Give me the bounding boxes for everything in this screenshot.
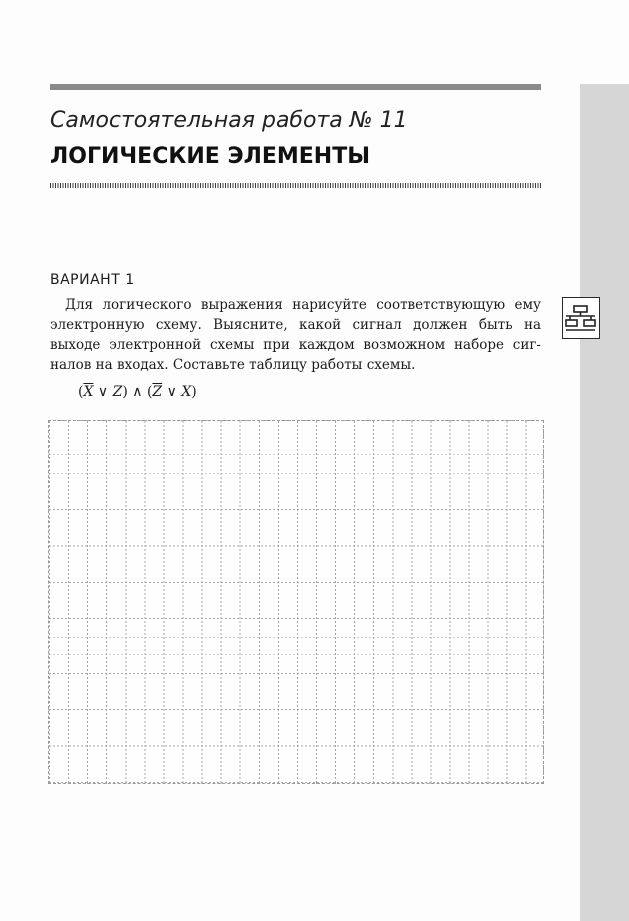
header-hatch-rule — [50, 183, 541, 188]
formula-var-not-z: $\overline{Z}$ — [152, 384, 163, 400]
header-top-rule — [50, 84, 541, 90]
formula-op-or: ∨ — [162, 384, 182, 400]
formula-var-x: X — [181, 384, 192, 400]
network-diagram-icon — [562, 297, 600, 339]
formula-paren: ) — [122, 384, 128, 400]
task-line-4: налов на входах. Составьте таблицу работы схемы. — [50, 357, 416, 373]
network-diagram-icon-graphic — [563, 298, 598, 337]
formula-var-z: Z — [112, 384, 123, 400]
formula-var-not-x: $\overline{X}$ — [83, 384, 94, 400]
formula-paren: ( — [78, 384, 84, 400]
answer-grid[interactable] — [48, 420, 544, 784]
variant-label: ВАРИАНТ 1 — [50, 272, 135, 288]
task-line-2: электронную схему. Выясните, какой сигнал должен быть на — [50, 317, 541, 333]
side-margin-strip — [580, 84, 629, 921]
logic-formula — [78, 384, 197, 400]
work-subtitle: Самостоятельная работа № 11 — [50, 108, 408, 133]
formula-paren: ) — [191, 384, 197, 400]
page-title: ЛОГИЧЕСКИЕ ЭЛЕМЕНТЫ — [50, 144, 371, 169]
task-line-3: выходе электронной схемы при каждом возможном наборе сиг- — [50, 337, 541, 353]
formula-paren: ( — [146, 384, 153, 400]
formula-op-and: ∧ — [127, 384, 147, 400]
formula-op-or: ∨ — [93, 384, 113, 400]
task-line-1: Для логического выражения нарисуйте соответствующую ему — [65, 297, 541, 313]
